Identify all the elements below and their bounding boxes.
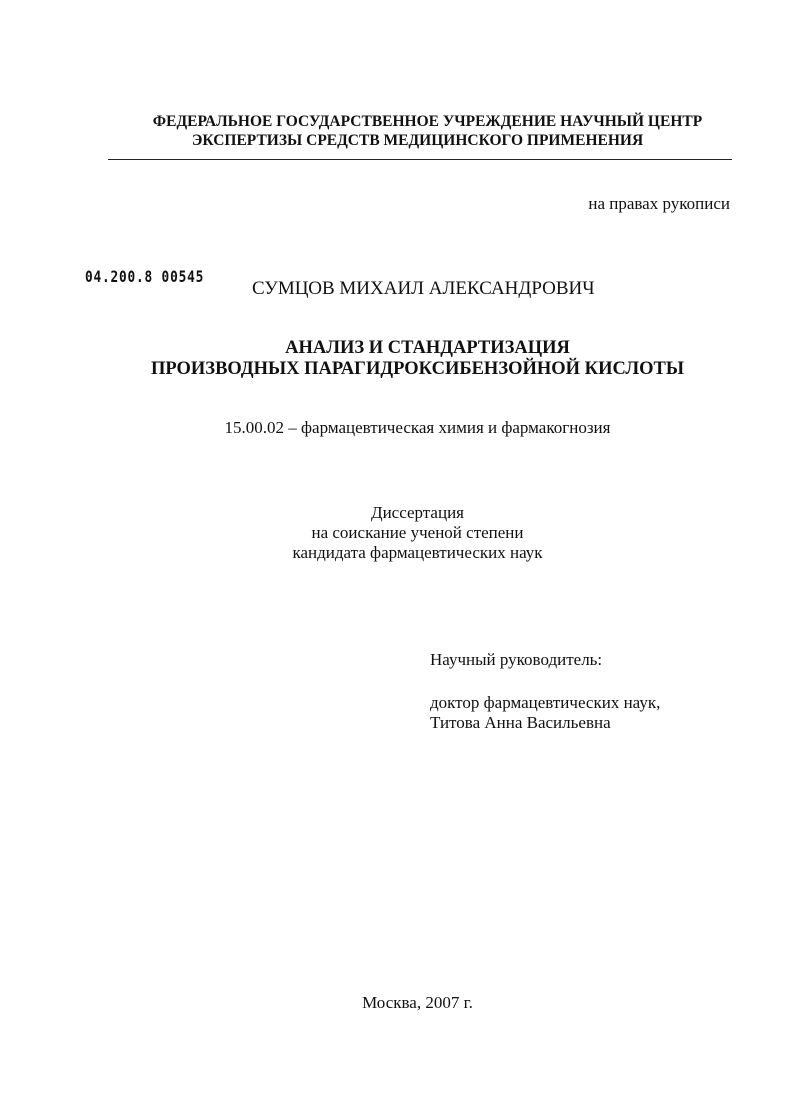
title-line-2: ПРОИЗВОДНЫХ ПАРАГИДРОКСИБЕНЗОЙНОЙ КИСЛОТЫ (150, 359, 685, 379)
supervisor-degree: доктор фармацевтических наук, (430, 693, 661, 712)
author-name: СУМЦОВ МИХАИЛ АЛЕКСАНДРОВИЧ (252, 278, 595, 299)
title-line-1: АНАЛИЗ И СТАНДАРТИЗАЦИЯ (285, 338, 570, 358)
supervisor-label: Научный руководитель: (430, 650, 603, 669)
registration-stamp: 04.200.8 00545 (85, 267, 205, 286)
city-year: Москва, 2007 г. (362, 993, 473, 1012)
organization-line-2: ЭКСПЕРТИЗЫ СРЕДСТВ МЕДИЦИНСКОГО ПРИМЕНЕНИЯ (191, 132, 644, 149)
header-rule (108, 159, 732, 160)
organization-line-1: ФЕДЕРАЛЬНОЕ ГОСУДАРСТВЕННОЕ УЧРЕЖДЕНИЕ НАУЧНЫЙ ЦЕНТР (152, 113, 703, 130)
dissertation-line-3: кандидата фармацевтических наук (292, 543, 543, 562)
dissertation-line-2: на соискание ученой степени (311, 523, 524, 542)
dissertation-line-1: Диссертация (370, 503, 464, 522)
specialty: 15.00.02 – фармацевтическая химия и фармакогнозия (224, 418, 611, 437)
supervisor-name: Титова Анна Васильевна (430, 713, 611, 732)
manuscript-rights: на правах рукописи (588, 194, 730, 213)
